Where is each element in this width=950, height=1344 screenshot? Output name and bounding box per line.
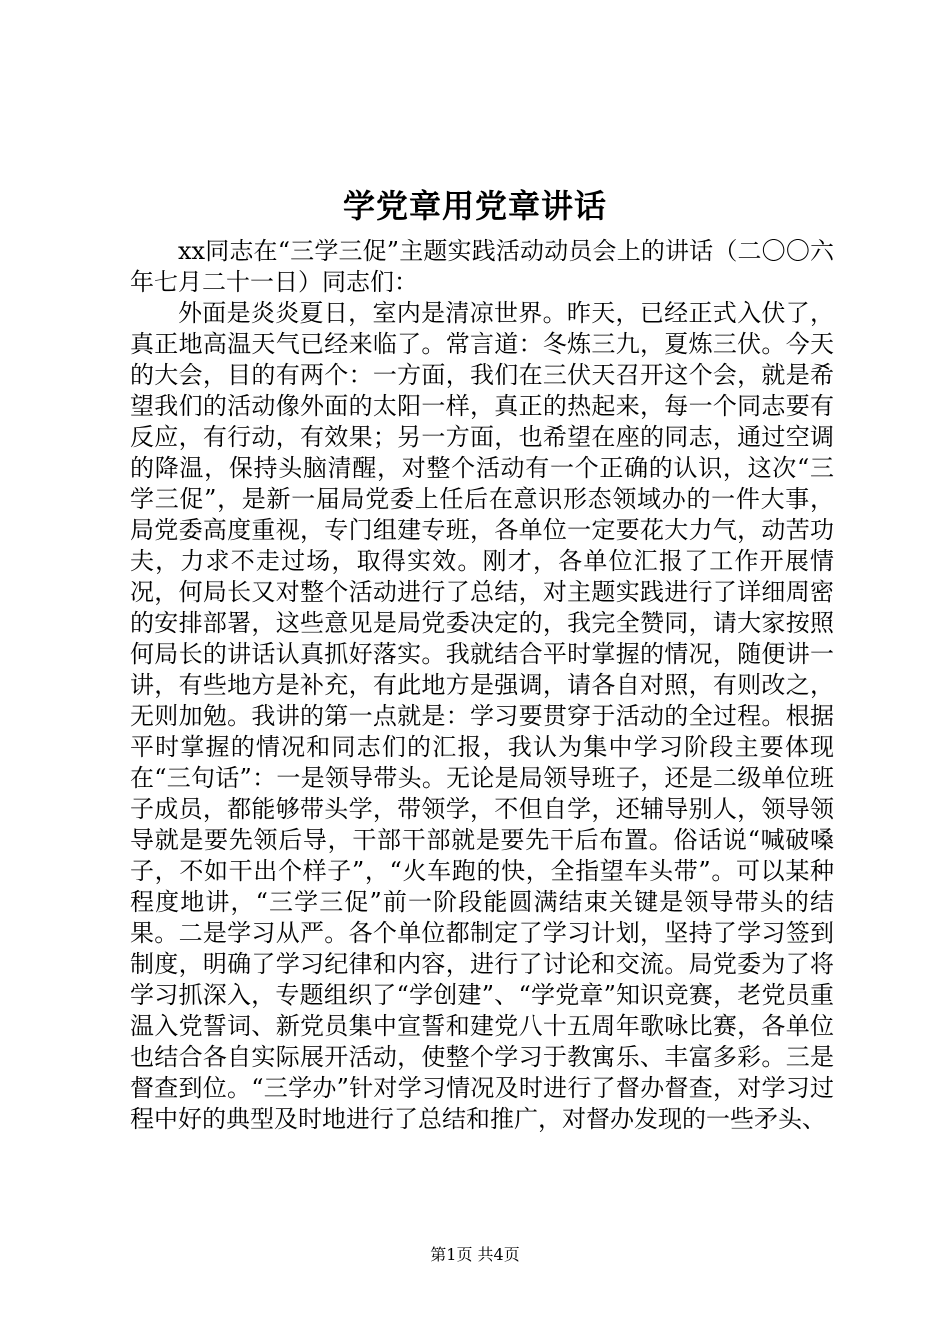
document-title: 学党章用党章讲话 (342, 187, 607, 225)
paragraph-main: 外面是炎炎夏日，室内是清凉世界。昨天，已经正式入伏了，真正地高温天气已经来临了。常言道：冬炼三九，夏炼三伏。今天的大会，目的有两个：一方面，我们在三伏天召开这个会，就是希望我们的活动像外面的太阳一样，真正的热起来，每一个同志要有反应，有行动，有效果；另一方面，也希望在座的同志，通过空调的降温，保持头脑清醒，对整个活动有一个正确的认识，这次“三学三促”，是新一届局党委上任后在意识形态领域办的一件大事，局党委高度重视，专门组建专班，各单位一定要花大力气，动苦功夫，力求不走过场，取得实效。刚才，各单位汇报了工作开展情况，何局长又对整个活动进行了总结，对主题实践进行了详细周密的安排部署，这些意见是局党委决定的，我完全赞同，请大家按照何局长的讲话认真抓好落实。我就结合平时掌握的情况，随便讲一讲，有些地方是补充，有此地方是强调，请各自对照，有则改之，无则加勉。我讲的第一点就是：学习要贯穿于活动的全过程。根据平时掌握的情况和同志们的汇报，我认为集中学习阶段主要体现在“三句话”：一是领导带头。无论是局领导班子，还是二级单位班子成员，都能够带头学，带领学，不但自学，还辅导别人，领导领导就是要先领后导，干部干部就是要先干后布置。俗话说“喊破嗓子，不如干出个样子”，“火车跑的快，全指望车头带”。可以某种程度地讲，“三学三促”前一阶段能圆满结束关键是领导带头的结果。二是学习从严。各个单位都制定了学习计划，坚持了学习签到制度，明确了学习纪律和内容，进行了讨论和交流。局党委为了将学习抓深入，专题组织了“学创建”、“学党章”知识竞赛，老党员重温入党誓词、新党员集中宣誓和建党八十五周年歌咏比赛，各单位也结合各自实际展开活动，使整个学习于教寓乐、丰富多彩。三是督查到位。“三学办”针对学习情况及时进行了督办督查，对学习过程中好的典型及时地进行了总结和推广，对督办发现的一些矛头、 (130, 299, 834, 1133)
page-number: 第1页 共4页 (430, 1245, 520, 1264)
document-body (130, 236, 834, 1135)
paragraph-opening: xx同志在“三学三促”主题实践活动动员会上的讲话（二〇〇六年七月二十一日）同志们： (130, 237, 834, 296)
